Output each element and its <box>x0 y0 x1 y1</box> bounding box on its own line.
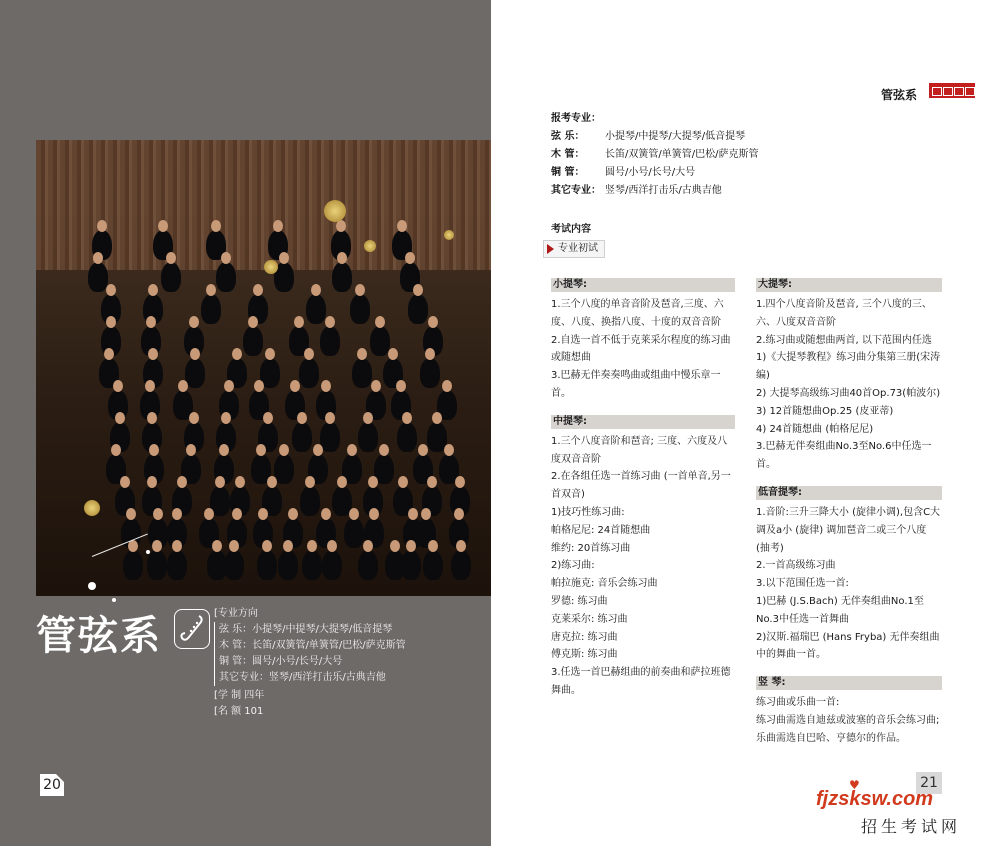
musician-face <box>379 444 389 456</box>
musician-face <box>432 412 442 424</box>
musician <box>370 326 390 356</box>
musician-face <box>177 476 187 488</box>
musician-face <box>347 444 357 456</box>
section-line: 乐曲需选自巴哈、亨德尔的作品。 <box>756 732 906 744</box>
musician-face <box>398 476 408 488</box>
musician-face <box>172 508 182 520</box>
page-number-left: 20 <box>40 774 64 796</box>
section-line: 2.一首高级练习曲 <box>756 560 836 572</box>
musician-face <box>178 380 188 392</box>
department-title: 管弦系 <box>36 612 162 659</box>
section-line: 帕拉施克: 音乐会练习曲 <box>551 578 658 590</box>
musician-face <box>304 348 314 360</box>
musician <box>322 550 342 580</box>
watermark-subtitle: 招生考试网 <box>861 817 962 836</box>
majors-title: 报考专业： <box>551 113 601 124</box>
deco-dot <box>88 582 96 590</box>
musician-face <box>111 444 121 456</box>
musician <box>358 422 378 452</box>
section-line: 1.音阶:三升三降大小 (旋律小调),包含C大调及a小 (旋律) 调加琶音二或三个八度 (抽考) <box>756 506 941 554</box>
arrow-icon <box>547 244 554 254</box>
musician-face <box>368 476 378 488</box>
section-line: 2.在各组任选一首练习曲 (一首单音,另一首双音) <box>551 471 731 501</box>
section-line: 2) 大提琴高级练习曲40首Op.73(帕波尔) <box>756 387 941 399</box>
musician-face <box>355 284 365 296</box>
section-line: 2)练习曲: <box>551 560 595 572</box>
musician-face <box>265 348 275 360</box>
musician <box>167 550 187 580</box>
musician-face <box>294 316 304 328</box>
musician-face <box>325 316 335 328</box>
section-line: 罗德: 练习曲 <box>551 595 608 607</box>
section-line: 傅克斯: 练习曲 <box>551 649 618 661</box>
department-info <box>214 606 406 720</box>
musician-face <box>288 508 298 520</box>
musician-face <box>290 380 300 392</box>
deco-dot <box>112 598 116 602</box>
info-row: 木 管：长笛/双簧管/单簧管/巴松/萨克斯管 <box>214 638 406 654</box>
info-row: 其它专业：竖琴/西洋打击乐/古典吉他 <box>214 670 406 686</box>
musician <box>451 550 471 580</box>
musician-face <box>421 508 431 520</box>
musician-face <box>363 412 373 424</box>
section-line: 3.巴赫无伴奏奏鸣曲或组曲中慢乐章一首。 <box>551 370 721 399</box>
musician-face <box>106 284 116 296</box>
musician <box>299 358 319 388</box>
musician-face <box>337 252 347 264</box>
section-line: 1.三个八度音阶和琶音; 三度、六度及八度双音音阶 <box>551 435 728 465</box>
musician-face <box>283 540 293 552</box>
musician-face <box>425 348 435 360</box>
musician-face <box>456 540 466 552</box>
musician-face <box>172 540 182 552</box>
musician-face <box>427 476 437 488</box>
page-corner <box>56 774 64 782</box>
musician-face <box>219 444 229 456</box>
musician <box>216 262 236 292</box>
section-line: 1.三个八度的单音音阶及琶音,三度、六度、八度、换指八度、十度的双音音阶 <box>551 299 724 328</box>
musician <box>201 294 221 324</box>
section-line: 2.自选一首不低于克莱采尔程度的练习曲或随想曲 <box>551 334 731 364</box>
musician-face <box>297 412 307 424</box>
musician <box>358 550 378 580</box>
major-label: 铜 管： <box>551 167 585 178</box>
musician-face <box>166 252 176 264</box>
musician-face <box>396 380 406 392</box>
column-left <box>551 278 735 700</box>
musician-face <box>146 316 156 328</box>
musician <box>306 294 326 324</box>
info-quota: [名 额 101 <box>214 706 264 717</box>
musician-face <box>428 540 438 552</box>
page-number-right: 21 <box>916 772 942 794</box>
heart-icon: ♥ <box>849 778 860 792</box>
orchestra-group <box>64 200 484 596</box>
musician-face <box>212 540 222 552</box>
musician <box>344 518 364 548</box>
musician-face <box>232 508 242 520</box>
musician-face <box>357 348 367 360</box>
musician <box>401 550 421 580</box>
musician-face <box>190 348 200 360</box>
section-line: 4) 24首随想曲 (帕格尼尼) <box>756 423 874 435</box>
major-label: 弦 乐： <box>551 131 585 142</box>
exam-tag <box>543 240 605 258</box>
musician-face <box>254 380 264 392</box>
section-heading: 小提琴: <box>551 278 735 292</box>
section-line: 唐克拉: 练习曲 <box>551 631 618 643</box>
section-line: 2.练习曲或随想曲两首, 以下范围内任选 <box>756 334 932 346</box>
deco-dot <box>146 550 150 554</box>
section-line: 帕格尼尼: 24首随想曲 <box>551 524 651 536</box>
musician <box>300 486 320 516</box>
musician-face <box>148 348 158 360</box>
musician <box>161 262 181 292</box>
info-duration: [学 制 四年 <box>214 690 265 701</box>
musician-face <box>413 284 423 296</box>
musician-face <box>206 284 216 296</box>
section-line: 3.巴赫无伴奏组曲No.3至No.6中任选一首。 <box>756 441 932 471</box>
musician <box>408 294 428 324</box>
musician-face <box>273 220 283 232</box>
section-line: 3) 12首随想曲Op.25 (皮亚蒂) <box>756 405 894 417</box>
musician-face <box>455 476 465 488</box>
musician <box>423 550 443 580</box>
major-value: 竖琴/西洋打击乐/古典吉他 <box>605 185 722 196</box>
musician-face <box>405 252 415 264</box>
musician-face <box>262 540 272 552</box>
section-line: 3.任选一首巴赫组曲的前奏曲和萨拉班德舞曲。 <box>551 667 731 696</box>
majors-section <box>551 110 758 200</box>
info-row: 铜 管：圆号/小号/长号/大号 <box>214 654 406 670</box>
right-page <box>491 0 982 846</box>
musician-face <box>232 348 242 360</box>
header-pattern <box>929 83 975 98</box>
exam-title: 考试内容 <box>551 224 591 235</box>
musician-face <box>189 412 199 424</box>
major-value: 小提琴/中提琴/大提琴/低音提琴 <box>605 131 746 142</box>
watermark: fjzsksw.com <box>816 788 934 810</box>
musician <box>320 422 340 452</box>
musician <box>123 550 143 580</box>
musician-face <box>211 220 221 232</box>
musician-face <box>158 220 168 232</box>
brass-instrument <box>364 240 376 252</box>
brass-instrument <box>84 500 100 516</box>
musician-face <box>215 476 225 488</box>
section-line: 练习曲需选自迪兹或波塞的音乐会练习曲; <box>756 714 940 726</box>
major-label: 木 管： <box>551 149 585 160</box>
exam-tag-label: 专业初试 <box>558 243 598 254</box>
musician-face <box>113 380 123 392</box>
section-line: 1)《大提琴教程》练习曲分集第三册(宋涛编) <box>756 352 941 382</box>
musician-face <box>221 252 231 264</box>
musician-face <box>253 284 263 296</box>
musician <box>397 422 417 452</box>
section-line: 1)技巧性练习曲: <box>551 506 625 518</box>
section-line: 1)巴赫 (J.S.Bach) 无伴奏组曲No.1至No.3中任选一首舞曲 <box>756 595 924 625</box>
musician-face <box>279 444 289 456</box>
musician-face <box>153 508 163 520</box>
musician-face <box>279 252 289 264</box>
section-heading: 低音提琴: <box>756 486 942 500</box>
section-line: 1.四个八度音阶及琶音, 三个八度的三、六、八度双音音阶 <box>756 299 932 328</box>
musician-face <box>106 316 116 328</box>
major-row <box>551 182 758 200</box>
musician-face <box>248 316 258 328</box>
musician <box>224 550 244 580</box>
musician <box>302 550 322 580</box>
musician-face <box>444 444 454 456</box>
musician-face <box>336 220 346 232</box>
section-line: 练习曲或乐曲一首: <box>756 697 840 709</box>
section-line: 2)汉斯.福瑞巴 (Hans Fryba) 无伴奏组曲中的舞曲一首。 <box>756 631 940 661</box>
musician-face <box>97 220 107 232</box>
musician-face <box>115 412 125 424</box>
musician-face <box>148 284 158 296</box>
saxophone-icon <box>174 609 210 649</box>
musician-face <box>189 316 199 328</box>
musician <box>350 294 370 324</box>
musician-face <box>120 476 130 488</box>
musician-face <box>337 476 347 488</box>
musician <box>147 550 167 580</box>
info-row: 弦 乐：小提琴/中提琴/大提琴/低音提琴 <box>214 622 406 638</box>
musician <box>352 358 372 388</box>
musician <box>278 550 298 580</box>
page-header: 管弦系 <box>881 88 918 102</box>
musician-face <box>371 380 381 392</box>
major-value: 圆号/小号/长号/大号 <box>605 167 696 178</box>
musician-face <box>321 508 331 520</box>
major-row <box>551 146 758 164</box>
orchestra-photo <box>36 140 491 596</box>
brass-instrument <box>264 260 278 274</box>
brass-instrument <box>324 200 346 222</box>
musician-face <box>104 348 114 360</box>
musician-face <box>258 508 268 520</box>
major-row <box>551 164 758 182</box>
musician-face <box>406 540 416 552</box>
musician <box>292 422 312 452</box>
column-right <box>756 278 942 748</box>
musician-face <box>418 444 428 456</box>
section-line: 克莱采尔: 练习曲 <box>551 613 628 625</box>
info-heading: [专业方向 <box>214 608 258 619</box>
musician-face <box>369 508 379 520</box>
musician-face <box>311 284 321 296</box>
musician-face <box>152 540 162 552</box>
musician <box>420 358 440 388</box>
section-line: 3.以下范围任选一首: <box>756 578 849 590</box>
section-heading: 竖 琴: <box>756 676 942 690</box>
brass-instrument <box>444 230 454 240</box>
musician-face <box>390 540 400 552</box>
major-label: 其它专业： <box>551 185 601 196</box>
major-value: 长笛/双簧管/单簧管/巴松/萨克斯管 <box>605 149 759 160</box>
musician-face <box>307 540 317 552</box>
musician-face <box>221 412 231 424</box>
major-row <box>551 128 758 146</box>
musician-face <box>327 540 337 552</box>
musician-face <box>454 508 464 520</box>
musician <box>332 262 352 292</box>
section-heading: 中提琴: <box>551 415 735 429</box>
section-heading: 大提琴: <box>756 278 942 292</box>
musician-face <box>147 412 157 424</box>
musician <box>243 326 263 356</box>
musician <box>257 550 277 580</box>
musician <box>320 326 340 356</box>
section-line: 维约: 20首练习曲 <box>551 542 631 554</box>
